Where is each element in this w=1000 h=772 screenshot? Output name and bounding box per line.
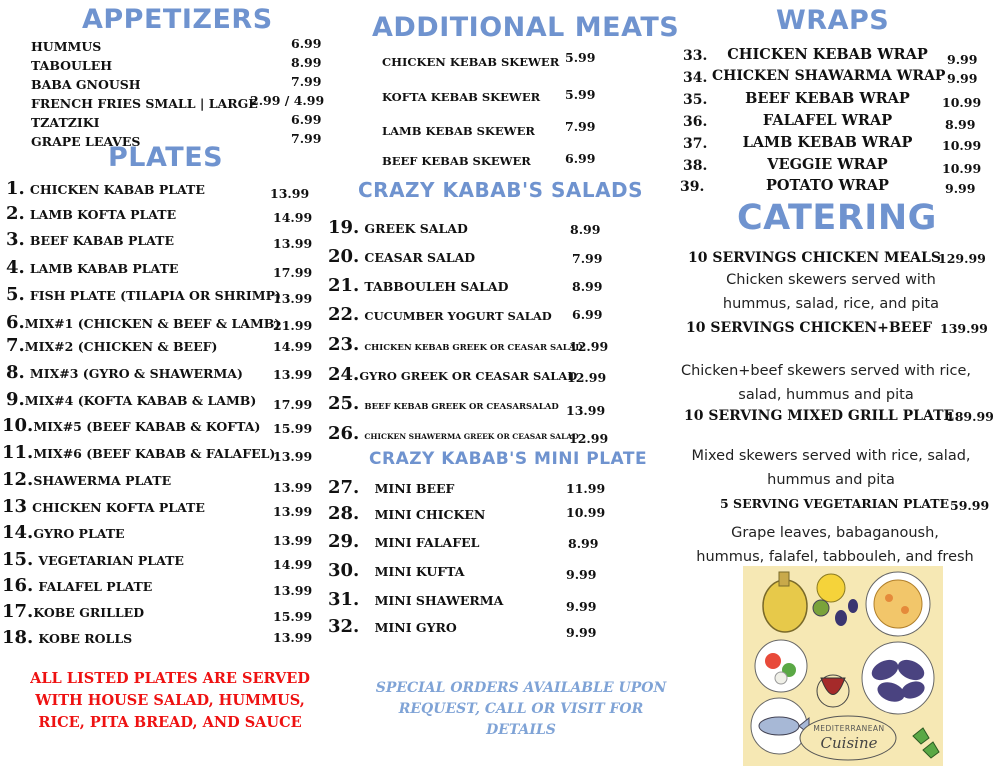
item-price: 7.99 <box>291 131 322 146</box>
item-name: LAMB KOFTA PLATE <box>29 207 177 222</box>
item-name: GYRO PLATE <box>33 526 125 541</box>
item-price: 12.99 <box>567 370 607 385</box>
item-name: MIX#5 (BEEF KABAB & KOFTA) <box>33 419 261 434</box>
catering-item-price: 139.99 <box>940 321 988 336</box>
item-price: 10.99 <box>942 95 982 110</box>
item-name: TZATZIKI <box>31 115 100 130</box>
item-number: 19. <box>328 217 360 238</box>
item-number: 28. <box>328 503 360 524</box>
item-name: MINI KUFTA <box>374 564 465 579</box>
item-name: CHICKEN KEBAB SKEWER <box>382 55 560 69</box>
item-name: FALAFEL WRAP <box>762 112 893 129</box>
item-price: 14.99 <box>273 210 313 225</box>
item-number: 31. <box>328 589 360 610</box>
item-number: 9. <box>6 389 25 410</box>
item-price: 7.99 <box>291 74 322 89</box>
item-number: 27. <box>328 477 360 498</box>
item-number: 1. <box>6 178 25 199</box>
item-name: CHICKEN KOFTA PLATE <box>32 500 205 515</box>
list-item <box>6 203 176 224</box>
item-number: 7. <box>6 335 25 356</box>
list-item <box>328 560 464 581</box>
list-item <box>31 93 258 112</box>
item-number: 25. <box>328 393 360 414</box>
item-price: 21.99 <box>273 318 313 333</box>
catering-item-desc: Chicken skewers served with hummus, salad, rice, and pita <box>722 272 940 312</box>
list-item <box>382 51 559 70</box>
catering-item-desc: Grape leaves, babaganoush, hummus, falafel, tabbouleh, and fresh <box>696 525 974 565</box>
list-item <box>328 246 475 267</box>
item-name: SHAWERMA PLATE <box>33 473 172 488</box>
plates-heading: PLATES <box>108 142 224 173</box>
list-item <box>328 364 577 385</box>
item-price: 7.99 <box>565 119 596 134</box>
list-item <box>328 589 503 610</box>
list-item <box>6 257 178 278</box>
list-item <box>6 312 280 333</box>
list-item <box>6 389 256 410</box>
item-name: GYRO GREEK OR CEASAR SALAD <box>359 369 578 383</box>
item-price: 8.99 <box>570 222 601 237</box>
list-item <box>6 229 174 250</box>
list-item <box>2 415 260 436</box>
catering-item-title: 5 SERVING VEGETARIAN PLATE <box>720 496 950 511</box>
item-name: CHICKEN SHAWERMA GREEK OR CEASAR SALAD <box>364 432 579 441</box>
item-number: 16. <box>2 575 34 596</box>
item-name: BEEF KABAB PLATE <box>29 233 175 248</box>
catering-item-title: 10 SERVINGS CHICKEN+BEEF <box>686 320 932 336</box>
illustration-caption-top: MEDITERRANEAN <box>813 724 885 733</box>
list-item <box>328 217 468 238</box>
catering-item-title: 10 SERVING MIXED GRILL PLATE <box>684 408 955 424</box>
item-price: 15.99 <box>273 609 313 624</box>
special-orders-note: SPECIAL ORDERS AVAILABLE UPON REQUEST, CALL OR VISIT FOR DETAILS <box>375 680 667 738</box>
item-price: 8.99 <box>291 55 322 70</box>
list-item <box>328 423 579 444</box>
item-name: BEEF KEBAB GREEK OR CEASARSALAD <box>364 402 559 412</box>
item-name: MIX#1 (CHICKEN & BEEF & LAMB) <box>24 316 281 331</box>
item-number: 20. <box>328 246 360 267</box>
item-name: MINI BEEF <box>374 481 455 496</box>
item-number: 35. <box>683 92 708 108</box>
item-number: 12. <box>2 469 34 490</box>
item-number: 15. <box>2 549 34 570</box>
item-number: 39. <box>680 179 705 195</box>
list-item <box>328 503 485 524</box>
item-name: BABA GNOUSH <box>31 77 141 92</box>
item-number: 18. <box>2 627 34 648</box>
list-item <box>31 74 141 93</box>
item-number: 10. <box>2 415 34 436</box>
list-item <box>2 442 275 463</box>
item-price: 14.99 <box>273 339 313 354</box>
item-number: 34. <box>683 70 708 86</box>
list-item <box>328 616 457 637</box>
list-item <box>2 601 144 622</box>
list-item <box>2 627 132 648</box>
item-price: 15.99 <box>273 421 313 436</box>
item-name: BEEF KEBAB SKEWER <box>382 154 531 168</box>
item-name: TABOULEH <box>31 58 113 73</box>
item-number: 17. <box>2 601 34 622</box>
illustration-caption-bottom: Cuisine <box>820 734 878 752</box>
item-price: 13.99 <box>273 291 313 306</box>
item-price: 13.99 <box>273 236 313 251</box>
item-name: KOBE ROLLS <box>38 631 133 646</box>
item-number: 6. <box>6 312 25 333</box>
item-price: 12.99 <box>569 339 609 354</box>
item-name: FRENCH FRIES SMALL | LARGE <box>31 96 258 111</box>
item-number: 33. <box>683 48 708 64</box>
list-item <box>328 531 479 552</box>
item-name: MIX#2 (CHICKEN & BEEF) <box>24 339 218 354</box>
item-price: 2.99 / 4.99 <box>250 93 325 108</box>
item-price: 9.99 <box>947 71 978 86</box>
list-item <box>6 178 205 199</box>
item-name: LAMB KEBAB SKEWER <box>382 124 535 138</box>
item-name: LAMB KABAB PLATE <box>29 261 179 276</box>
item-name: CEASAR SALAD <box>364 250 476 265</box>
item-price: 8.99 <box>572 279 603 294</box>
item-price: 17.99 <box>273 397 313 412</box>
list-item <box>328 334 583 355</box>
catering-item-price: 59.99 <box>950 498 990 513</box>
item-price: 13.99 <box>273 504 313 519</box>
item-price: 5.99 <box>565 50 596 65</box>
item-price: 13.99 <box>273 630 313 645</box>
item-price: 13.99 <box>273 533 313 548</box>
list-item <box>2 549 184 570</box>
item-number: 21. <box>328 275 360 296</box>
item-name: MIX#3 (GYRO & SHAWERMA) <box>29 366 243 381</box>
item-number: 32. <box>328 616 360 637</box>
item-number: 23. <box>328 334 360 355</box>
item-price: 8.99 <box>568 536 599 551</box>
mediterranean-cuisine-illustration <box>743 566 943 766</box>
item-name: KOFTA KEBAB SKEWER <box>382 90 541 104</box>
item-price: 13.99 <box>273 480 313 495</box>
item-price: 9.99 <box>945 181 976 196</box>
list-item <box>6 335 217 356</box>
item-number: 14. <box>2 522 34 543</box>
list-item <box>382 86 540 105</box>
list-item <box>328 393 559 414</box>
item-price: 9.99 <box>566 625 597 640</box>
list-item <box>31 55 112 74</box>
item-name: MINI FALAFEL <box>374 535 480 550</box>
item-price: 14.99 <box>273 557 313 572</box>
item-price: 13.99 <box>273 583 313 598</box>
list-item <box>31 36 101 55</box>
list-item <box>2 496 205 517</box>
item-price: 6.99 <box>572 307 603 322</box>
item-name: MINI CHICKEN <box>374 507 486 522</box>
item-number: 38. <box>683 158 708 174</box>
list-item <box>6 362 243 383</box>
catering-heading: CATERING <box>737 198 937 238</box>
item-price: 6.99 <box>291 112 322 127</box>
plates-note: ALL LISTED PLATES ARE SERVED WITH HOUSE SALAD, HUMMUS, RICE, PITA BREAD, AND SAUCE <box>30 670 310 731</box>
item-name: MIX#6 (BEEF KABAB & FALAFEL) <box>33 446 276 461</box>
item-price: 9.99 <box>947 52 978 67</box>
item-name: CHICKEN KABAB PLATE <box>29 182 205 197</box>
item-name: TABBOULEH SALAD <box>364 279 509 294</box>
additional-meats-heading: ADDITIONAL MEATS <box>372 12 680 43</box>
item-price: 12.99 <box>569 431 609 446</box>
item-number: 24. <box>328 364 360 385</box>
item-name: MIX#4 (KOFTA KABAB & LAMB) <box>24 393 257 408</box>
item-price: 13.99 <box>270 186 310 201</box>
item-name: CHICKEN SHAWARMA WRAP <box>712 68 946 84</box>
item-name: GRAPE LEAVES <box>31 134 141 149</box>
item-number: 37. <box>683 136 708 152</box>
catering-item-price: 129.99 <box>938 251 986 266</box>
item-name: MINI GYRO <box>374 620 457 635</box>
item-price: 9.99 <box>566 599 597 614</box>
wraps-heading: WRAPS <box>776 5 890 36</box>
item-number: 22. <box>328 304 360 325</box>
item-price: 17.99 <box>273 265 313 280</box>
catering-item-price: 189.99 <box>946 409 994 424</box>
item-price: 7.99 <box>572 251 603 266</box>
item-price: 11.99 <box>566 481 606 496</box>
list-item <box>328 275 508 296</box>
item-name: VEGETARIAN PLATE <box>38 553 184 568</box>
item-name: HUMMUS <box>31 39 102 54</box>
item-price: 13.99 <box>273 449 313 464</box>
item-name: GREEK SALAD <box>364 221 468 236</box>
catering-item-desc: Mixed skewers served with rice, salad, hummus and pita <box>691 448 971 488</box>
item-price: 6.99 <box>565 151 596 166</box>
item-price: 9.99 <box>566 567 597 582</box>
item-number: 11. <box>2 442 34 463</box>
item-name: FISH PLATE (TILAPIA OR SHRIMP) <box>29 288 281 303</box>
item-number: 29. <box>328 531 360 552</box>
list-item <box>2 469 171 490</box>
item-number: 4. <box>6 257 25 278</box>
catering-item-desc: Chicken+beef skewers served with rice, salad, hummus and pita <box>680 363 972 403</box>
item-number: 13 <box>2 496 28 517</box>
item-price: 10.99 <box>566 505 606 520</box>
item-price: 5.99 <box>565 87 596 102</box>
list-item <box>382 150 531 169</box>
item-name: FALAFEL PLATE <box>38 579 153 594</box>
item-name: POTATO WRAP <box>766 177 889 194</box>
list-item <box>2 575 152 596</box>
item-number: 36. <box>683 114 708 130</box>
salads-heading: CRAZY KABAB'S SALADS <box>358 178 644 202</box>
appetizers-heading: APPETIZERS <box>82 4 273 35</box>
item-name: MINI SHAWERMA <box>374 593 504 608</box>
item-name: CHICKEN KEBAB WRAP <box>727 46 928 63</box>
list-item <box>382 120 535 139</box>
item-price: 10.99 <box>942 161 982 176</box>
item-name: KOBE GRILLED <box>33 605 145 620</box>
list-item <box>328 477 454 498</box>
item-name: LAMB KEBAB WRAP <box>742 134 913 151</box>
item-price: 8.99 <box>945 117 976 132</box>
item-number: 26. <box>328 423 360 444</box>
item-name: CUCUMBER YOGURT SALAD <box>364 309 552 323</box>
item-name: BEEF KEBAB WRAP <box>745 90 910 107</box>
item-price: 13.99 <box>566 403 606 418</box>
list-item <box>328 304 552 325</box>
list-item <box>2 522 125 543</box>
item-number: 30. <box>328 560 360 581</box>
item-name: CHICKEN KEBAB GREEK OR CEASAR SALAD <box>364 343 583 353</box>
item-price: 6.99 <box>291 36 322 51</box>
mini-plate-heading: CRAZY KABAB'S MINI PLATE <box>369 449 648 469</box>
list-item <box>31 112 99 131</box>
item-price: 13.99 <box>273 367 313 382</box>
item-number: 3. <box>6 229 25 250</box>
item-number: 2. <box>6 203 25 224</box>
list-item <box>6 284 281 305</box>
item-number: 5. <box>6 284 25 305</box>
catering-item-title: 10 SERVINGS CHICKEN MEALS <box>688 250 941 266</box>
item-name: VEGGIE WRAP <box>767 156 888 173</box>
item-price: 10.99 <box>942 138 982 153</box>
item-number: 8. <box>6 362 25 383</box>
